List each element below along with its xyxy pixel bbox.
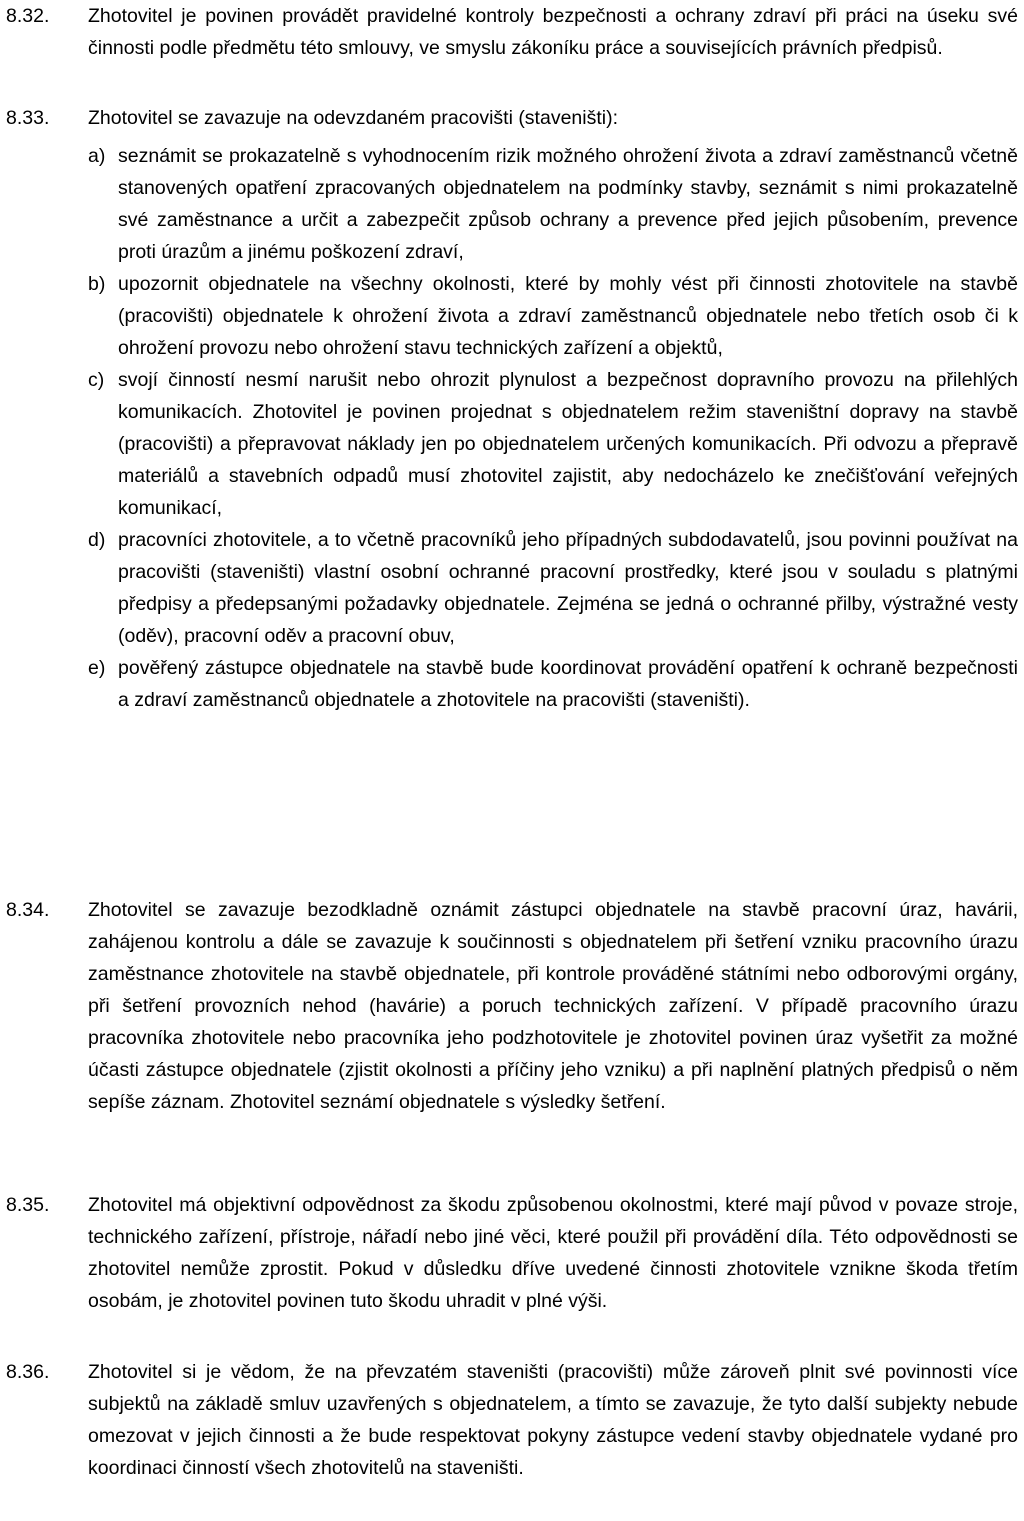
clause-text: Zhotovitel se zavazuje na odevzdaném pracovišti (staveništi): (88, 107, 619, 129)
item-letter: e) (88, 657, 106, 679)
clause-number: 8.32. (6, 5, 50, 27)
item-text: svojí činností nesmí narušit nebo ohrozit plynulost a bezpečnost dopravního provozu na přilehlých komunikacích. Zhotovitel je povinen projednat s objednatelem režim staveništní dopravy na stavbě (pracovišti) a přepravovat náklady jen po objednatelem určených komunikacích. Při odvozu a přepravě materiálů a stavebních odpadů musí zhotovitel zajistit, aby nedocházelo ke znečišťování veřejných komunikací, (118, 369, 1018, 519)
item-letter: b) (88, 273, 106, 295)
clause-text: Zhotovitel si je vědom, že na převzatém staveništi (pracovišti) může zároveň plnit své povinnosti více subjektů na základě smluv uzavřených s objednatelem, a tímto se zavazuje, že tyto další subjekty nebude omezovat v jejich činnosti a že bude respektovat pokyny zástupce vedení stavby objednatele vydané pro koordinaci činností všech zhotovitelů na staveništi. (88, 1361, 1018, 1479)
clause-number: 8.35. (6, 1194, 50, 1216)
clause-text: Zhotovitel je povinen provádět pravidelné kontroly bezpečnosti a ochrany zdraví při práci na úseku své činnosti podle předmětu této smlouvy, ve smyslu zákoníku práce a souvisejících právních předpisů. (88, 5, 1018, 59)
list-item-c (88, 364, 1018, 524)
clause-text: Zhotovitel má objektivní odpovědnost za škodu způsobenou okolnostmi, které mají původ v povaze stroje, technického zařízení, přístroje, nářadí nebo jiné věci, které použil při provádění díla. Této odpovědnosti se zhotovitel nemůže zprostit. Pokud v důsledku dříve uvedené činnosti zhotovitele vznikne škoda třetím osobám, je zhotovitel povinen tuto škodu uhradit v plné výši. (88, 1194, 1018, 1312)
item-letter: a) (88, 145, 106, 167)
item-text: pověřený zástupce objednatele na stavbě bude koordinovat provádění opatření k ochraně bezpečnosti a zdraví zaměstnanců objednatele a zhotovitele na pracovišti (staveništi). (118, 657, 1018, 711)
clause-number: 8.36. (6, 1361, 50, 1383)
list-item-a (88, 140, 1018, 268)
item-text: pracovníci zhotovitele, a to včetně pracovníků jeho případných subdodavatelů, jsou povinni používat na pracovišti (staveništi) vlastní osobní ochranné pracovní prostředky, které jsou v souladu s platnými předpisy a předepsanými požadavky objednatele. Zejména se jedná o ochranné přilby, výstražné vesty (oděv), pracovní oděv a pracovní obuv, (118, 529, 1018, 647)
item-text: seznámit se prokazatelně s vyhodnocením rizik možného ohrožení života a zdraví zaměstnanců včetně stanovených opatření zpracovaných objednatelem na podmínky stavby, seznámit s nimi prokazatelně své zaměstnance a určit a zabezpečit způsob ochrany a prevence před jejich působením, prevence proti úrazům a jinému poškození zdraví, (118, 145, 1018, 263)
item-letter: c) (88, 369, 105, 391)
list-item-d (88, 524, 1018, 652)
item-text: upozornit objednatele na všechny okolnosti, které by mohly vést při činnosti zhotovitele na stavbě (pracovišti) objednatele k ohrožení života a zdraví zaměstnanců objednatele nebo třetích osob či k ohrožení provozu nebo ohrožení stavu technických zařízení a objektů, (118, 273, 1018, 359)
clause-text: Zhotovitel se zavazuje bezodkladně oznámit zástupci objednatele na stavbě pracovní úraz, havárii, zahájenou kontrolu a dále se zavazuje k součinnosti s objednatelem při šetření vzniku pracovního úrazu zaměstnance zhotovitele na stavbě objednatele, při kontrole prováděné státními nebo odborovými orgány, při šetření provozních nehod (havárie) a poruch technických zařízení. V případě pracovního úrazu pracovníka zhotovitele nebo pracovníka jeho podzhotovitele je zhotovitel povinen úraz vyšetřit za možné účasti zástupce objednatele (zjistit okolnosti a příčiny jeho vzniku) a při naplnění platných předpisů o něm sepíše záznam. Zhotovitel seznámí objednatele s výsledky šetření. (88, 899, 1018, 1113)
item-letter: d) (88, 529, 106, 551)
clause-number: 8.34. (6, 899, 50, 921)
item-list (88, 140, 1018, 716)
list-item-b (88, 268, 1018, 364)
list-item-e (88, 652, 1018, 716)
clause-number: 8.33. (6, 107, 50, 129)
